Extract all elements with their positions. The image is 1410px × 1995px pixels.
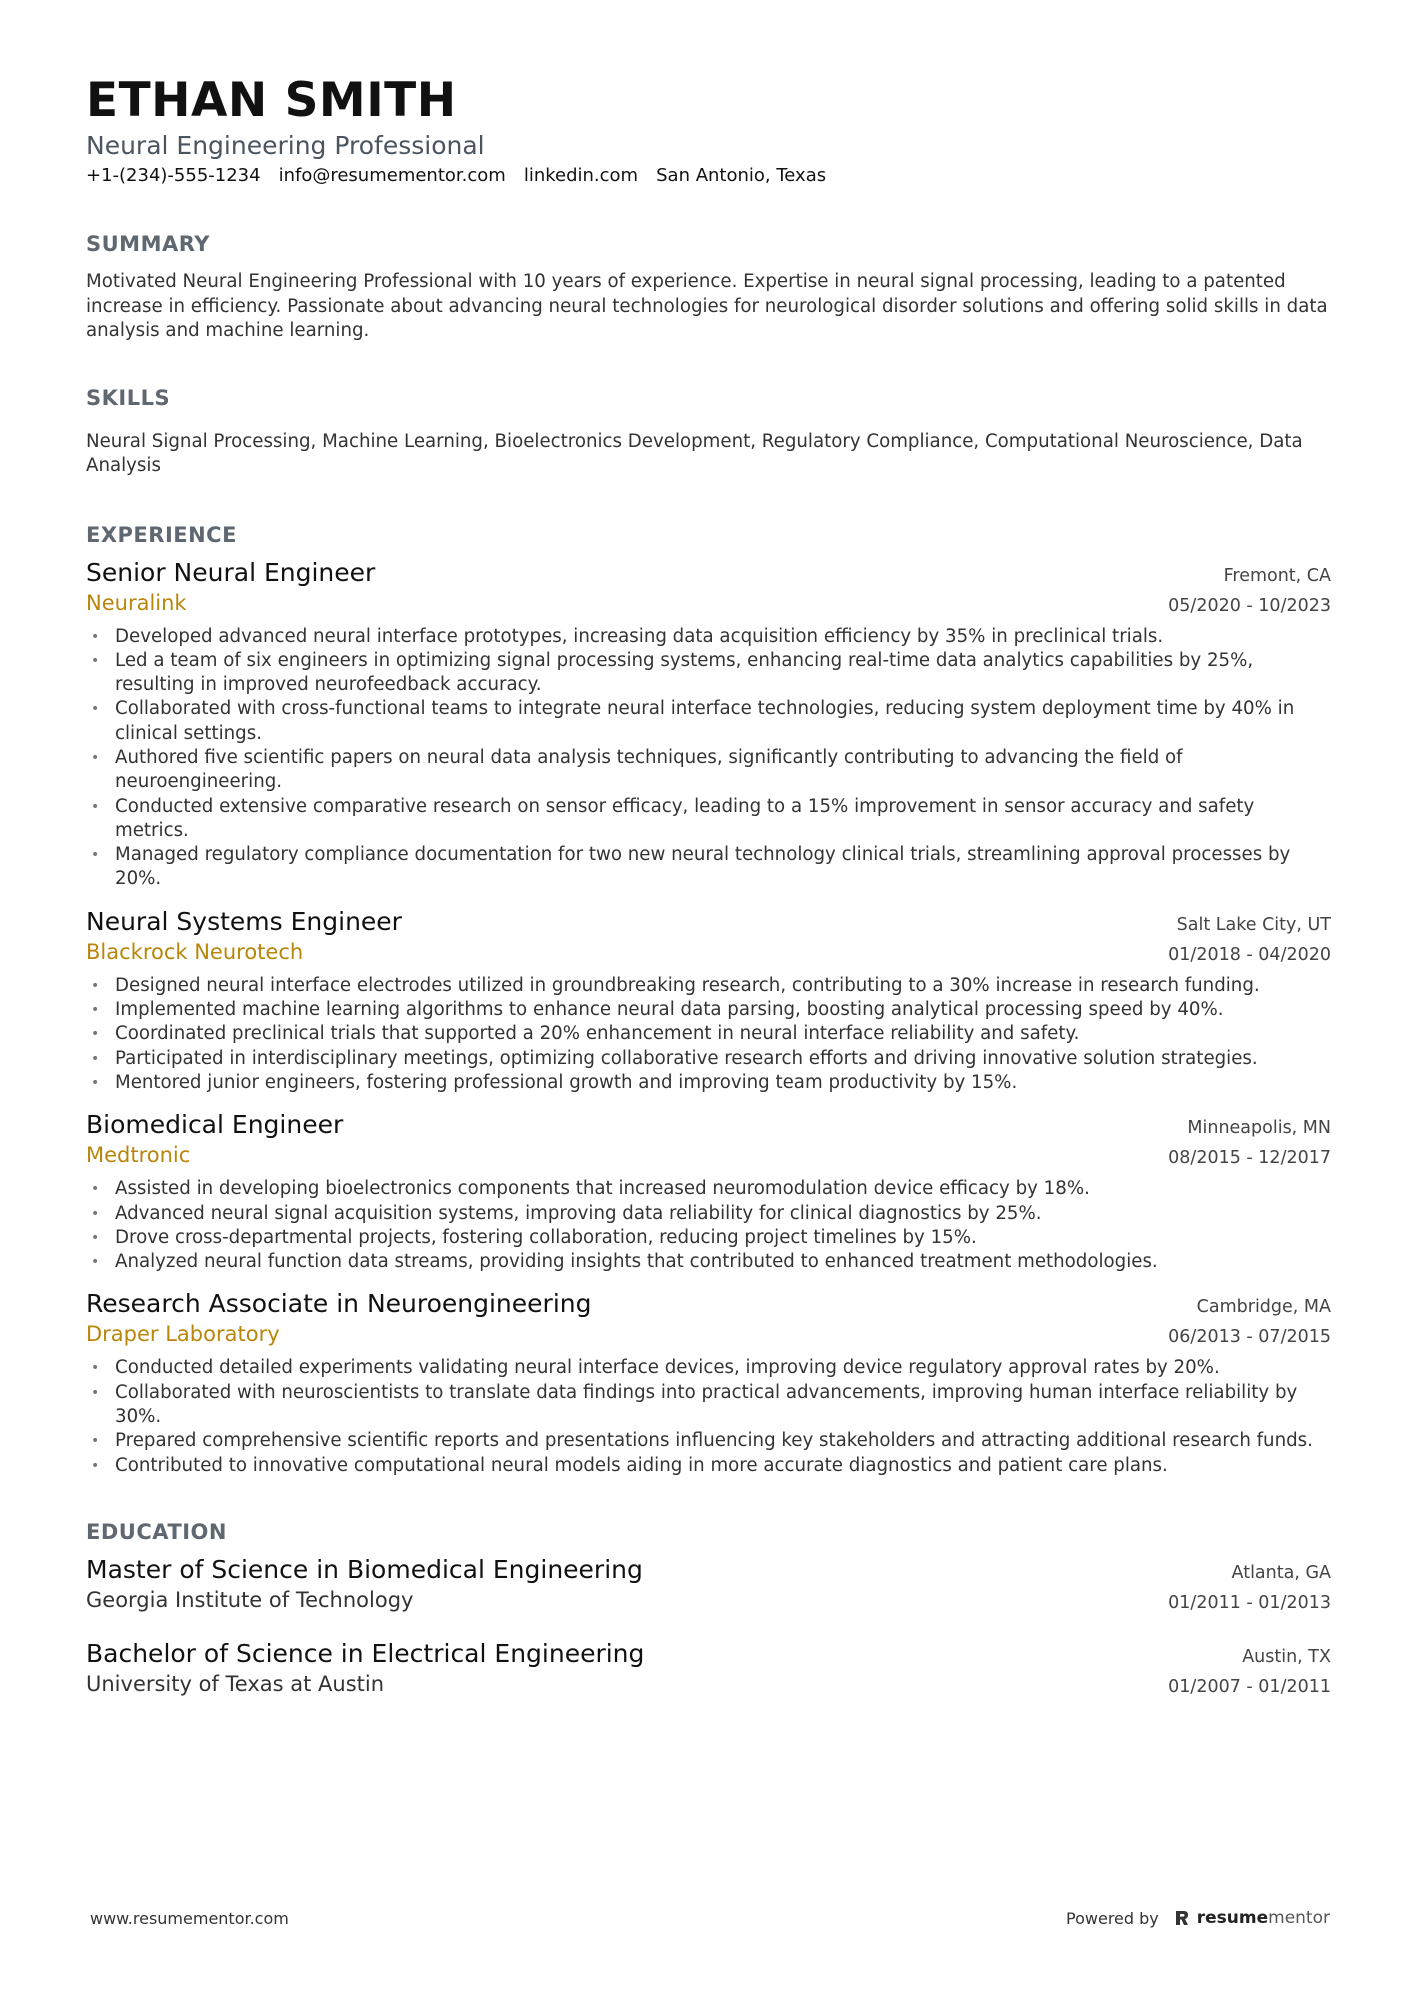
bullet-dot-icon: • [91,749,100,766]
footer-website-link[interactable]: www.resumementor.com [90,1908,289,1928]
bullet-dot-icon: • [91,1384,100,1401]
bullet-item [86,974,1331,998]
bullet-text: Contributed to innovative computational neural models aiding in more accurate diagnostics and patient care plans. [115,1454,1168,1476]
experience-entry [86,1288,1331,1477]
bullet-dot-icon: • [91,1433,100,1450]
bullet-text: Developed advanced neural interface prototypes, increasing data acquisition efficiency by 35% in preclinical trials. [115,625,1164,647]
bullet-text: Participated in interdisciplinary meetings, optimizing collaborative research efforts and driving innovative solution strategies. [115,1047,1258,1069]
powered-by-group [1066,1908,1330,1928]
job-company: Medtronic [86,1143,191,1168]
school-name: University of Texas at Austin [86,1671,385,1696]
bullet-dot-icon: • [91,628,100,645]
school-name: Georgia Institute of Technology [86,1587,414,1612]
bullet-dot-icon: • [91,1002,100,1019]
entry-meta-group [1168,906,1331,970]
job-location: Cambridge, MA [1196,1297,1331,1318]
resume-header [86,72,1331,190]
bullet-text: Coordinated preclinical trials that supported a 20% enhancement in neural interface reliability and safety. [115,1023,1080,1045]
bullet-text: Prepared comprehensive scientific reports and presentations influencing key stakeholders and attracting additional research funds. [115,1430,1313,1452]
job-role: Neural Systems Engineer [86,906,402,936]
education-entry [86,1554,1331,1618]
entry-header [86,1638,1331,1702]
bullet-item [86,649,1331,698]
education-heading: EDUCATION [86,1519,227,1544]
job-dates: 01/2018 - 04/2020 [1168,944,1331,965]
entry-title-group [86,1554,643,1614]
bullet-dot-icon: • [91,1074,100,1091]
bullet-item [86,1202,1331,1226]
job-location: Fremont, CA [1223,565,1331,586]
bullet-dot-icon: • [91,1181,100,1198]
job-bullets [86,1356,1331,1477]
entry-meta-group [1168,557,1331,621]
bullet-dot-icon: • [91,977,100,994]
brand-name-bold: resume [1196,1908,1269,1928]
bullet-text: Led a team of six engineers in optimizing signal processing systems, enhancing real-time data analytics capabilities by 25%, resulting in improved neurofeedback accuracy. [115,649,1254,696]
job-company: Draper Laboratory [86,1322,280,1347]
bullet-item [86,1022,1331,1046]
entry-header [86,1288,1331,1352]
job-dates: 08/2015 - 12/2017 [1168,1148,1331,1169]
job-role: Senior Neural Engineer [86,557,376,587]
resume-footer [90,1908,1330,1928]
skills-section [86,384,1331,479]
resumementor-logo-icon [1173,1909,1191,1927]
bullet-text: Authored five scientific papers on neural data analysis techniques, significantly contributing to advancing the field of neuroengineering. [115,746,1183,793]
entry-title-group [86,906,402,966]
bullet-dot-icon: • [91,847,100,864]
bullet-text: Implemented machine learning algorithms to enhance neural data parsing, boosting analytical processing speed by 40%. [115,999,1224,1021]
degree-name: Bachelor of Science in Electrical Engineering [86,1638,645,1668]
job-location: Minneapolis, MN [1187,1118,1331,1139]
experience-heading: EXPERIENCE [86,522,237,547]
bullet-dot-icon: • [91,1050,100,1067]
bullet-dot-icon: • [91,798,100,815]
contact-email[interactable]: info@resumementor.com [278,165,506,186]
bullet-item [86,795,1331,844]
bullet-text: Conducted detailed experiments validating neural interface devices, improving device regulatory approval rates by 20%. [115,1357,1220,1379]
bullet-item [86,998,1331,1022]
bullet-item [86,1381,1331,1430]
candidate-name: ETHAN SMITH [86,73,457,128]
bullet-text: Collaborated with neuroscientists to translate data findings into practical advancements, improving human interface reliability by 30%. [115,1381,1298,1428]
bullet-text: Analyzed neural function data streams, providing insights that contributed to enhanced treatment methodologies. [115,1251,1158,1273]
entry-title-group [86,557,375,617]
job-role: Biomedical Engineer [86,1110,344,1140]
experience-section [86,521,1331,1478]
bullet-item [86,1226,1331,1250]
job-role: Research Associate in Neuroengineering [86,1289,592,1319]
bullet-item [86,1429,1331,1453]
education-entry [86,1638,1331,1702]
entry-meta-group [1168,1109,1331,1173]
entry-title-group [86,1109,343,1169]
job-dates: 05/2020 - 10/2023 [1168,595,1331,616]
experience-entry [86,557,1331,892]
contact-linkedin[interactable]: linkedin.com [523,165,639,186]
entry-header [86,1554,1331,1618]
bullet-item [86,625,1331,649]
entry-header [86,557,1331,621]
contact-phone: +1-(234)-555-1234 [86,165,261,186]
bullet-text: Conducted extensive comparative research on sensor efficacy, leading to a 15% improvement in sensor accuracy and safety metrics. [115,795,1255,841]
entry-meta-group [1168,1554,1331,1618]
bullet-item [86,1177,1331,1201]
bullet-item [86,1071,1331,1095]
entry-header [86,906,1331,970]
job-location: Salt Lake City, UT [1176,914,1331,935]
job-company: Blackrock Neurotech [86,939,304,964]
contact-location: San Antonio, Texas [656,165,827,186]
bullet-item [86,1356,1331,1380]
bullet-dot-icon: • [91,1254,100,1271]
entry-meta-group [1168,1288,1331,1352]
degree-dates: 01/2011 - 01/2013 [1168,1592,1331,1613]
bullet-text: Advanced neural signal acquisition systems, improving data reliability for clinical diagnostics by 25%. [115,1202,1042,1224]
contact-line [86,162,1331,190]
skills-heading: SKILLS [86,385,171,410]
summary-text: Motivated Neural Engineering Professional with 10 years of experience. Expertise in neural signal processing, leading to a patented increase in efficiency. Passionate about advancing neural technologies for neurological disorder solutions and offering solid skills in data analysis and machine learning. [86,271,1328,341]
entry-meta-group [1168,1638,1331,1702]
bullet-dot-icon: • [91,1229,100,1246]
job-dates: 06/2013 - 07/2015 [1168,1327,1331,1348]
entry-title-group [86,1638,644,1698]
job-bullets [86,625,1331,892]
job-bullets [86,974,1331,1095]
bullet-text: Assisted in developing bioelectronics components that increased neuromodulation device efficacy by 18%. [115,1178,1090,1200]
bullet-item [86,1250,1331,1274]
bullet-text: Managed regulatory compliance documentation for two new neural technology clinical trials, streamlining approval processes by 20%. [115,844,1291,890]
bullet-item [86,697,1331,746]
bullet-text: Collaborated with cross-functional teams to integrate neural interface technologies, reducing system deployment time by 40% in clinical settings. [115,698,1295,744]
bullet-item [86,1454,1331,1478]
bullet-item [86,746,1331,795]
bullet-dot-icon: • [91,701,100,718]
entry-title-group [86,1288,591,1348]
degree-dates: 01/2007 - 01/2011 [1168,1676,1331,1697]
bullet-dot-icon: • [91,1457,100,1474]
job-bullets [86,1177,1331,1274]
bullet-item [86,1047,1331,1071]
experience-entry [86,1109,1331,1274]
powered-by-label: Powered by [1066,1908,1159,1928]
candidate-title: Neural Engineering Professional [86,131,485,160]
bullet-item [86,843,1331,892]
school-location: Atlanta, GA [1231,1562,1331,1583]
experience-entry [86,906,1331,1095]
bullet-dot-icon: • [91,1360,100,1377]
resume-page [86,72,1331,1702]
bullet-dot-icon: • [91,652,100,669]
summary-heading: SUMMARY [86,232,210,256]
brand-name-light: mentor [1268,1908,1330,1928]
summary-section [86,230,1331,344]
job-company: Neuralink [86,590,187,615]
skills-text: Neural Signal Processing, Machine Learning, Bioelectronics Development, Regulatory Compliance, Computational Neuroscience, Data Analysis [86,430,1303,476]
bullet-text: Designed neural interface electrodes utilized in groundbreaking research, contributing to a 30% increase in research funding. [115,974,1260,996]
bullet-dot-icon: • [91,1205,100,1222]
bullet-dot-icon: • [91,1026,100,1043]
school-location: Austin, TX [1242,1646,1331,1667]
education-section [86,1518,1331,1702]
bullet-text: Drove cross-departmental projects, fostering collaboration, reducing project timelines by 15%. [115,1226,977,1248]
brand-logo[interactable] [1173,1908,1330,1928]
bullet-text: Mentored junior engineers, fostering professional growth and improving team productivity by 15%. [115,1071,1018,1093]
entry-header [86,1109,1331,1173]
degree-name: Master of Science in Biomedical Engineering [86,1554,643,1584]
